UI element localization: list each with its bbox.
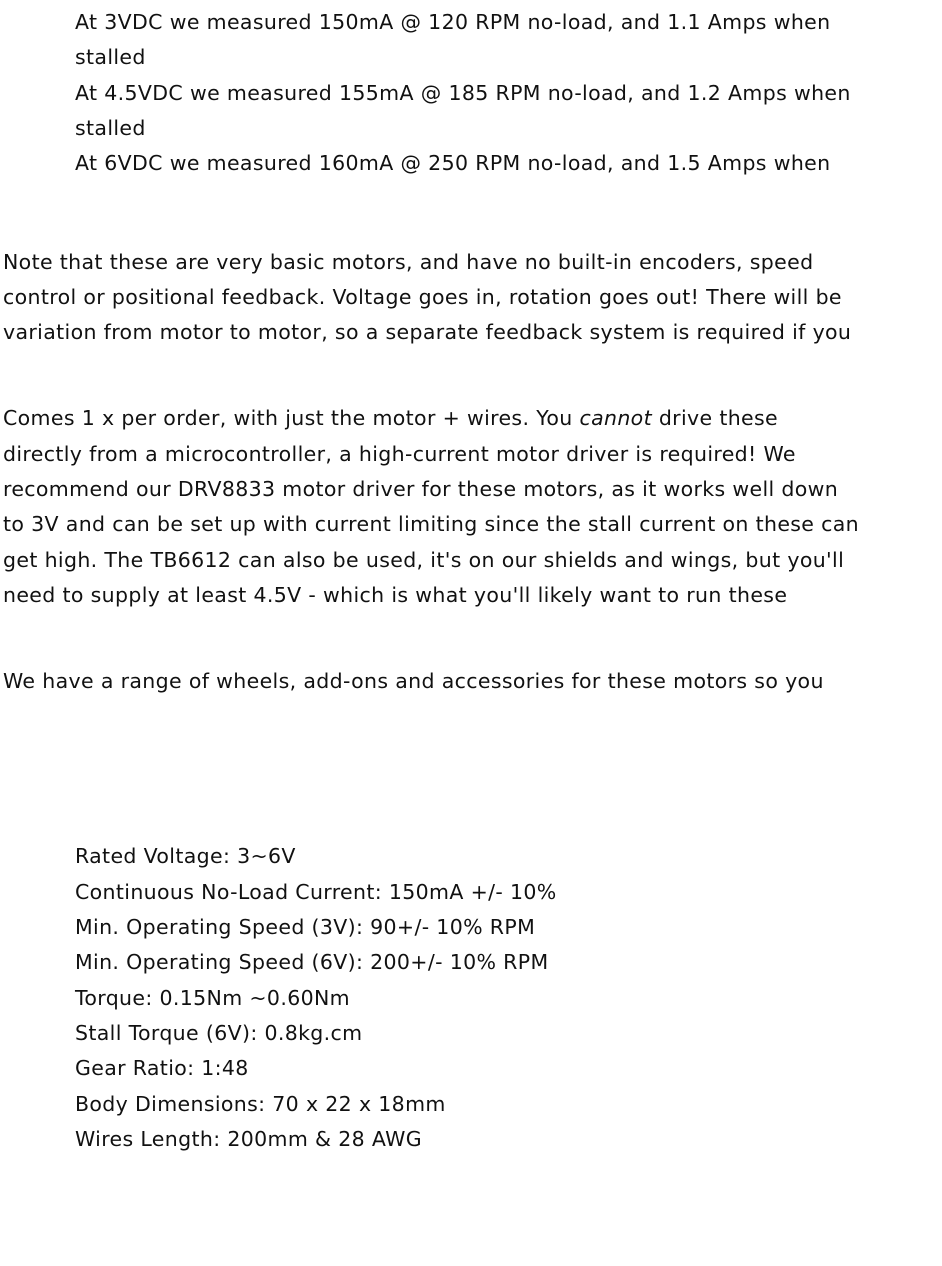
measurement-line: stalled bbox=[75, 116, 146, 140]
text-run: drive these bbox=[651, 406, 779, 430]
measurement-line: At 3VDC we measured 150mA @ 120 RPM no-load, and 1.1 Amps when bbox=[75, 10, 831, 34]
paragraph-line: directly from a microcontroller, a high-current motor driver is required! We bbox=[3, 442, 796, 466]
paragraph-line bbox=[3, 405, 778, 431]
paragraph-line: need to supply at least 4.5V - which is what you'll likely want to run these bbox=[3, 583, 788, 607]
spec-item: Torque: 0.15Nm ~0.60Nm bbox=[75, 986, 350, 1010]
measurement-line: At 6VDC we measured 160mA @ 250 RPM no-load, and 1.5 Amps when bbox=[75, 151, 831, 175]
spec-item: Continuous No-Load Current: 150mA +/- 10% bbox=[75, 880, 557, 904]
wheels-paragraph: We have a range of wheels, add-ons and accessories for these motors so you bbox=[3, 669, 824, 693]
paragraph-line: variation from motor to motor, so a separate feedback system is required if you bbox=[3, 320, 852, 344]
spec-item: Min. Operating Speed (3V): 90+/- 10% RPM bbox=[75, 915, 536, 939]
paragraph-line: to 3V and can be set up with current limiting since the stall current on these can bbox=[3, 512, 860, 536]
spec-item: Rated Voltage: 3~6V bbox=[75, 844, 296, 868]
spec-item: Min. Operating Speed (6V): 200+/- 10% RPM bbox=[75, 950, 549, 974]
measurement-line: At 4.5VDC we measured 155mA @ 185 RPM no-load, and 1.2 Amps when bbox=[75, 81, 851, 105]
spec-item: Gear Ratio: 1:48 bbox=[75, 1056, 249, 1080]
paragraph-line: control or positional feedback. Voltage goes in, rotation goes out! There will be bbox=[3, 285, 842, 309]
measurement-line: stalled bbox=[75, 45, 146, 69]
spec-item: Wires Length: 200mm & 28 AWG bbox=[75, 1127, 422, 1151]
paragraph-line: recommend our DRV8833 motor driver for these motors, as it works well down bbox=[3, 477, 839, 501]
paragraph-line: Note that these are very basic motors, and have no built-in encoders, speed bbox=[3, 250, 814, 274]
text-run: Comes 1 x per order, with just the motor + wires. You bbox=[3, 406, 580, 430]
paragraph-line: get high. The TB6612 can also be used, it's on our shields and wings, but you'll bbox=[3, 548, 845, 572]
emphasis-text: cannot bbox=[579, 406, 652, 430]
spec-item: Stall Torque (6V): 0.8kg.cm bbox=[75, 1021, 363, 1045]
spec-item: Body Dimensions: 70 x 22 x 18mm bbox=[75, 1092, 446, 1116]
